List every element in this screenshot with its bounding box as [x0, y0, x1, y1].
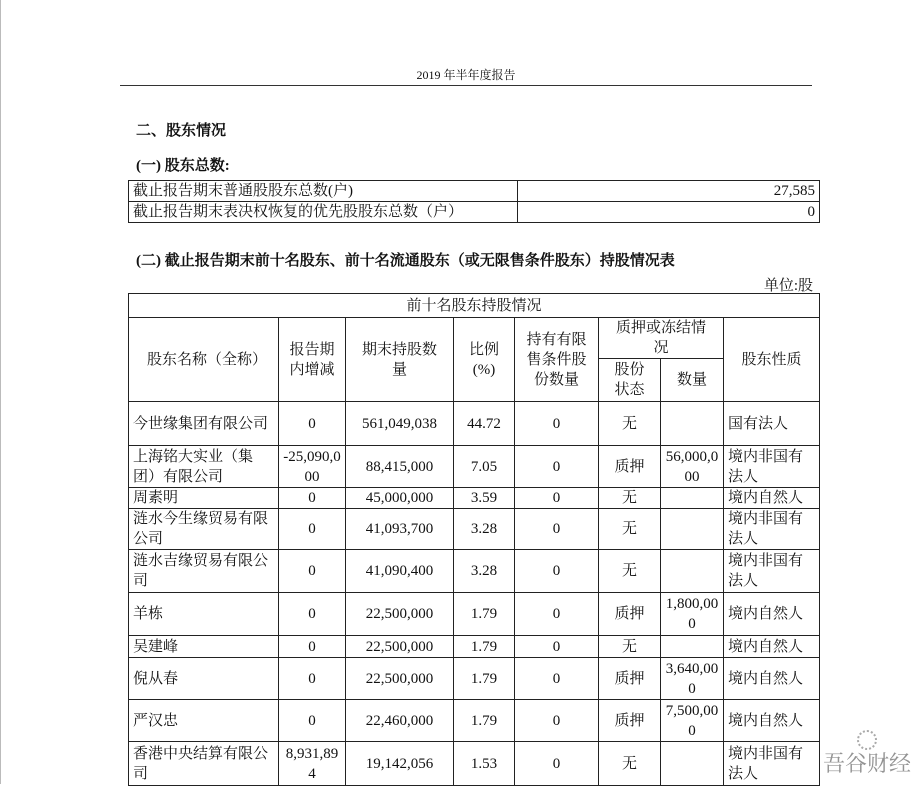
shares-cell: 19,142,056	[346, 742, 454, 786]
pledge-status-cell: 无	[599, 488, 661, 509]
shareholder-name: 涟水今生缘贸易有限公司	[129, 509, 279, 550]
pledge-status-cell: 无	[599, 636, 661, 658]
nature-cell: 境内非国有法人	[724, 509, 820, 550]
table-row	[129, 509, 820, 550]
table-row	[129, 700, 820, 742]
sub2-title: (二) 截止报告期末前十名股东、前十名流通股东（或无限售条件股东）持股情况表	[136, 253, 675, 269]
pledge-status-cell: 无	[599, 402, 661, 446]
ratio-cell: 1.79	[454, 636, 515, 658]
pledge-qty-cell	[661, 636, 724, 658]
shareholder-name: 涟水吉缘贸易有限公司	[129, 550, 279, 593]
unit-label: 单位:股	[763, 278, 813, 294]
shareholder-name: 香港中央结算有限公司	[129, 742, 279, 786]
shares-cell: 41,093,700	[346, 509, 454, 550]
change-cell: 0	[279, 658, 346, 700]
ratio-cell: 3.59	[454, 488, 515, 509]
ratio-cell: 3.28	[454, 509, 515, 550]
wechat-icon	[857, 730, 877, 750]
header-restricted: 持有有限售条件股份数量	[515, 318, 599, 402]
pledge-qty-cell: 1,800,000	[661, 593, 724, 636]
table-caption-row	[129, 294, 820, 318]
ratio-cell: 1.79	[454, 700, 515, 742]
shareholder-name: 倪从春	[129, 658, 279, 700]
table-row	[129, 488, 820, 509]
pledge-qty-cell	[661, 742, 724, 786]
table-caption: 前十名股东持股情况	[129, 294, 820, 318]
restricted-cell: 0	[515, 636, 599, 658]
ratio-cell: 44.72	[454, 402, 515, 446]
change-cell: -25,090,000	[279, 446, 346, 488]
ratio-cell: 1.53	[454, 742, 515, 786]
nature-cell: 境内非国有法人	[724, 550, 820, 593]
change-cell: 0	[279, 509, 346, 550]
nature-cell: 境内自然人	[724, 593, 820, 636]
shareholder-name: 羊栋	[129, 593, 279, 636]
change-cell: 8,931,894	[279, 742, 346, 786]
ratio-cell: 1.79	[454, 593, 515, 636]
shares-cell: 45,000,000	[346, 488, 454, 509]
table-row	[129, 202, 820, 223]
shareholder-name: 严汉忠	[129, 700, 279, 742]
count-value: 0	[518, 202, 820, 223]
pledge-qty-cell	[661, 488, 724, 509]
nature-cell: 国有法人	[724, 402, 820, 446]
header-divider	[120, 85, 812, 86]
table-row	[129, 446, 820, 488]
restricted-cell: 0	[515, 488, 599, 509]
shareholder-name: 上海铭大实业（集团）有限公司	[129, 446, 279, 488]
table-row	[129, 593, 820, 636]
nature-cell: 境内自然人	[724, 658, 820, 700]
restricted-cell: 0	[515, 509, 599, 550]
nature-cell: 境内自然人	[724, 700, 820, 742]
pledge-qty-cell: 56,000,000	[661, 446, 724, 488]
report-header: 2019 年半年度报告	[416, 68, 516, 82]
restricted-cell: 0	[515, 446, 599, 488]
change-cell: 0	[279, 402, 346, 446]
shares-cell: 22,460,000	[346, 700, 454, 742]
nature-cell: 境内非国有法人	[724, 446, 820, 488]
pledge-qty-cell: 7,500,000	[661, 700, 724, 742]
header-pledge-status: 股份状态	[599, 359, 661, 402]
ratio-cell: 1.79	[454, 658, 515, 700]
pledge-status-cell: 质押	[599, 658, 661, 700]
ratio-cell: 7.05	[454, 446, 515, 488]
count-label: 截止报告期末表决权恢复的优先股股东总数（户）	[129, 202, 518, 223]
ratio-cell: 3.28	[454, 550, 515, 593]
pledge-status-cell: 无	[599, 742, 661, 786]
table-row	[129, 402, 820, 446]
watermark-text: 吾谷财经	[823, 752, 911, 777]
pledge-status-cell: 质押	[599, 446, 661, 488]
header-change: 报告期内增减	[279, 318, 346, 402]
pledge-status-cell: 质押	[599, 700, 661, 742]
pledge-qty-cell	[661, 402, 724, 446]
nature-cell: 境内自然人	[724, 636, 820, 658]
change-cell: 0	[279, 593, 346, 636]
nature-cell: 境内非国有法人	[724, 742, 820, 786]
change-cell: 0	[279, 700, 346, 742]
header-ratio: 比例(%)	[454, 318, 515, 402]
header-pledge-qty: 数量	[661, 359, 724, 402]
count-value: 27,585	[518, 181, 820, 202]
shareholder-name: 周素明	[129, 488, 279, 509]
header-row	[129, 318, 820, 359]
shares-cell: 22,500,000	[346, 658, 454, 700]
restricted-cell: 0	[515, 593, 599, 636]
shares-cell: 41,090,400	[346, 550, 454, 593]
header-shares: 期末持股数量	[346, 318, 454, 402]
shares-cell: 88,415,000	[346, 446, 454, 488]
shareholder-count-table	[128, 180, 820, 223]
top-shareholders-table	[128, 293, 820, 786]
pledge-qty-cell	[661, 550, 724, 593]
table-row	[129, 636, 820, 658]
table-row	[129, 550, 820, 593]
pledge-status-cell: 无	[599, 509, 661, 550]
restricted-cell: 0	[515, 402, 599, 446]
restricted-cell: 0	[515, 658, 599, 700]
shareholder-name: 吴建峰	[129, 636, 279, 658]
change-cell: 0	[279, 636, 346, 658]
shares-cell: 22,500,000	[346, 593, 454, 636]
restricted-cell: 0	[515, 742, 599, 786]
change-cell: 0	[279, 550, 346, 593]
restricted-cell: 0	[515, 700, 599, 742]
header-nature: 股东性质	[724, 318, 820, 402]
table-row	[129, 181, 820, 202]
header-pledge: 质押或冻结情况	[599, 318, 724, 359]
count-label: 截止报告期末普通股股东总数(户)	[129, 181, 518, 202]
pledge-status-cell: 无	[599, 550, 661, 593]
sub1-title: (一) 股东总数:	[136, 158, 230, 174]
header-name: 股东名称（全称）	[129, 318, 279, 402]
section-title: 二、股东情况	[136, 123, 227, 139]
shareholder-name: 今世缘集团有限公司	[129, 402, 279, 446]
restricted-cell: 0	[515, 550, 599, 593]
table-row	[129, 658, 820, 700]
page-edge	[0, 0, 1, 784]
shares-cell: 561,049,038	[346, 402, 454, 446]
shares-cell: 22,500,000	[346, 636, 454, 658]
watermark	[823, 752, 911, 778]
table-row	[129, 742, 820, 786]
pledge-qty-cell	[661, 509, 724, 550]
pledge-status-cell: 质押	[599, 593, 661, 636]
nature-cell: 境内自然人	[724, 488, 820, 509]
pledge-qty-cell: 3,640,000	[661, 658, 724, 700]
change-cell: 0	[279, 488, 346, 509]
